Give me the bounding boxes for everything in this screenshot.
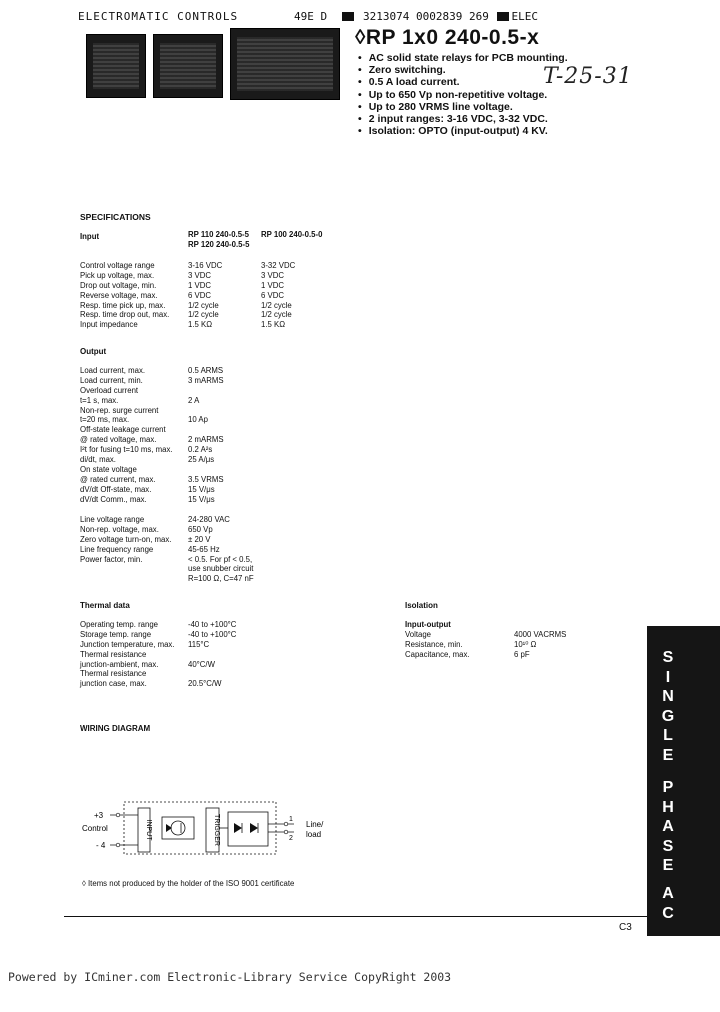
spec-value: < 0.5. For pf < 0.5, bbox=[188, 554, 253, 564]
footer-credit: Powered by ICminer.com Electronic-Library Service CopyRight 2003 bbox=[8, 970, 452, 984]
spec-row bbox=[80, 455, 340, 465]
load-label: load bbox=[306, 830, 322, 839]
spec-label: Resistance, min. bbox=[405, 639, 463, 649]
sidebar-letter: S bbox=[662, 649, 674, 666]
spec-label: On state voltage bbox=[80, 464, 137, 474]
spec-row bbox=[80, 445, 340, 455]
sidebar-word-ac bbox=[647, 884, 689, 923]
sidebar-letter: P bbox=[662, 779, 674, 796]
sidebar-word-single bbox=[647, 648, 689, 765]
spec-row bbox=[80, 564, 340, 574]
spec-row bbox=[80, 545, 340, 555]
spec-value: 45-65 Hz bbox=[188, 544, 220, 554]
sidebar-letter: H bbox=[662, 798, 674, 816]
spec-value: 1.5 KΩ bbox=[188, 320, 213, 330]
spec-row bbox=[80, 271, 340, 281]
sidebar-letter: S bbox=[662, 837, 674, 855]
spec-row bbox=[80, 310, 340, 320]
spec-value: 15 V/μs bbox=[188, 484, 215, 494]
sidebar-word-phase bbox=[647, 778, 689, 876]
page-rule bbox=[64, 916, 647, 917]
feature-item: • Up to 280 VRMS line voltage. bbox=[358, 101, 568, 113]
spec-row bbox=[80, 660, 340, 670]
minus-terminal: - 4 bbox=[96, 841, 106, 850]
line-terminal-1: 1 bbox=[289, 816, 293, 823]
spec-label: dV/dt Off-state, max. bbox=[80, 484, 152, 494]
isolation-label: Isolation bbox=[405, 601, 438, 610]
spec-row bbox=[80, 301, 340, 311]
feature-item: • Isolation: OPTO (input-output) 4 KV. bbox=[358, 125, 568, 137]
spec-value: use snubber circuit bbox=[188, 564, 254, 574]
spec-label: Thermal resistance bbox=[80, 669, 147, 679]
input-col2-header: RP 100 240-0.5-0 bbox=[261, 230, 323, 239]
feature-item: • AC solid state relays for PCB mounting. bbox=[358, 52, 568, 64]
spec-label: @ rated voltage, max. bbox=[80, 435, 157, 445]
spec-row bbox=[80, 515, 340, 525]
spec-label: Reverse voltage, max. bbox=[80, 290, 158, 300]
sidebar-letter: C bbox=[662, 904, 674, 922]
spec-label: Line frequency range bbox=[80, 544, 154, 554]
spec-value: 3 VDC bbox=[261, 270, 284, 280]
code-prefix: 49E D bbox=[294, 10, 328, 23]
isolation-table bbox=[405, 630, 605, 660]
feature-list bbox=[358, 52, 568, 137]
line-terminal-2: 2 bbox=[289, 835, 293, 842]
spec-label: Control voltage range bbox=[80, 261, 155, 270]
spec-row bbox=[80, 320, 340, 330]
isolation-subheading: Input-output bbox=[405, 620, 451, 629]
input-block-label: INPUT bbox=[145, 819, 152, 841]
spec-value: 0.5 ARMS bbox=[188, 366, 224, 375]
plus-terminal: +3 bbox=[94, 811, 104, 820]
spec-value: 10¹⁰ Ω bbox=[514, 639, 537, 649]
sidebar-letter: A bbox=[662, 885, 674, 902]
product-title: ◊RP 1x0 240-0.5-x bbox=[355, 26, 540, 49]
wiring-diagram bbox=[80, 800, 340, 862]
spec-row bbox=[405, 650, 605, 660]
output-label: Output bbox=[80, 347, 107, 356]
spec-value: 1.5 KΩ bbox=[261, 320, 286, 330]
output-table-2 bbox=[80, 515, 340, 584]
input-table bbox=[80, 261, 340, 330]
spec-row bbox=[405, 630, 605, 640]
spec-value: 1/2 cycle bbox=[188, 310, 219, 320]
spec-value: 3.5 VRMS bbox=[188, 474, 224, 484]
feature-item: • 0.5 A load current. bbox=[358, 76, 568, 88]
spec-value: 3 VDC bbox=[188, 270, 211, 280]
handwritten-note: T-25-31 bbox=[543, 64, 633, 89]
spec-value: 1/2 cycle bbox=[261, 300, 292, 310]
feature-item: • Up to 650 Vp non-repetitive voltage. bbox=[358, 89, 568, 101]
spec-value: 1/2 cycle bbox=[261, 310, 292, 320]
spec-value: 24-280 VAC bbox=[188, 515, 230, 524]
spec-value: 3-32 VDC bbox=[261, 261, 296, 270]
spec-value: ± 20 V bbox=[188, 534, 211, 544]
sidebar-letter: G bbox=[661, 707, 675, 725]
spec-row bbox=[80, 640, 340, 650]
spec-row bbox=[80, 386, 340, 396]
spec-row bbox=[80, 291, 340, 301]
spec-row bbox=[80, 261, 340, 271]
spec-row bbox=[80, 555, 340, 565]
spec-row bbox=[80, 281, 340, 291]
spec-value: 40°C/W bbox=[188, 659, 215, 669]
spec-label: dV/dt Comm., max. bbox=[80, 494, 147, 504]
spec-row bbox=[80, 679, 340, 689]
spec-row bbox=[80, 415, 340, 425]
spec-row bbox=[80, 620, 340, 630]
spec-label: junction case, max. bbox=[80, 679, 147, 689]
sidebar-letter: E bbox=[662, 857, 674, 874]
spec-row bbox=[80, 465, 340, 475]
spec-label: Capacitance, max. bbox=[405, 649, 470, 659]
document-code bbox=[294, 10, 538, 23]
spec-row bbox=[80, 475, 340, 485]
spec-value: 6 pF bbox=[514, 649, 530, 659]
spec-value: 6 VDC bbox=[261, 290, 284, 300]
spec-value: 650 Vp bbox=[188, 524, 213, 534]
black-mark bbox=[342, 12, 354, 21]
feature-item: • 2 input ranges: 3-16 VDC, 3-32 VDC. bbox=[358, 113, 568, 125]
control-label: Control bbox=[82, 824, 108, 833]
sidebar-letter: I bbox=[665, 668, 671, 686]
output-table bbox=[80, 366, 340, 504]
spec-value: 25 A/μs bbox=[188, 455, 215, 465]
product-photo-medium bbox=[153, 34, 223, 98]
spec-value: 1 VDC bbox=[261, 280, 284, 290]
spec-value: 15 V/μs bbox=[188, 494, 215, 504]
page-number: C3 bbox=[619, 922, 632, 933]
line-label: Line/ bbox=[306, 820, 324, 829]
spec-row bbox=[80, 366, 340, 376]
spec-value: -40 to +100°C bbox=[188, 620, 237, 629]
spec-label: I²t for fusing t=10 ms, max. bbox=[80, 445, 173, 455]
sidebar-letter: L bbox=[663, 727, 673, 744]
spec-value: 3 mARMS bbox=[188, 375, 224, 385]
trigger-block-label: TRIGGER bbox=[213, 814, 220, 846]
spec-row bbox=[80, 425, 340, 435]
spec-label: Non-rep. voltage, max. bbox=[80, 524, 159, 534]
spec-label: Operating temp. range bbox=[80, 620, 159, 629]
product-photo-large bbox=[230, 28, 340, 100]
spec-label: Resp. time drop out, max. bbox=[80, 310, 170, 320]
spec-label: Line voltage range bbox=[80, 515, 145, 524]
spec-label: Input impedance bbox=[80, 320, 138, 330]
spec-row bbox=[80, 525, 340, 535]
spec-row bbox=[80, 485, 340, 495]
spec-label: t=20 ms, max. bbox=[80, 415, 130, 425]
col1-header-line: RP 110 240-0.5-5 bbox=[188, 230, 249, 239]
footnote: ◊ Items not produced by the holder of the ISO 9001 certificate bbox=[82, 879, 295, 888]
company-name: ELECTROMATIC CONTROLS bbox=[78, 10, 239, 23]
spec-label: Thermal resistance bbox=[80, 649, 147, 659]
spec-row bbox=[80, 630, 340, 640]
spec-label: Zero voltage turn-on, max. bbox=[80, 534, 172, 544]
spec-row bbox=[80, 376, 340, 386]
spec-value: 1 VDC bbox=[188, 280, 211, 290]
spec-row bbox=[80, 406, 340, 416]
spec-row bbox=[80, 669, 340, 679]
spec-value: 10 Ap bbox=[188, 415, 208, 425]
spec-label: Off-state leakage current bbox=[80, 425, 166, 435]
product-photo-small bbox=[86, 34, 146, 98]
spec-label: Voltage bbox=[405, 630, 432, 639]
spec-value: 2 mARMS bbox=[188, 435, 224, 445]
spec-value: 2 A bbox=[188, 395, 200, 405]
spec-value: R=100 Ω, C=47 nF bbox=[188, 574, 254, 584]
code-suffix: ELEC bbox=[511, 10, 538, 23]
spec-label: Power factor, min. bbox=[80, 554, 143, 564]
spec-label: Pick up voltage, max. bbox=[80, 270, 155, 280]
spec-value: 20.5°C/W bbox=[188, 679, 222, 689]
sidebar-letter: A bbox=[662, 818, 674, 835]
spec-label: Load current, min. bbox=[80, 375, 143, 385]
spec-label: @ rated current, max. bbox=[80, 474, 156, 484]
spec-row bbox=[80, 535, 340, 545]
feature-item: • Zero switching. bbox=[358, 64, 568, 76]
spec-value: 0.2 A²s bbox=[188, 445, 213, 455]
sidebar-letter: N bbox=[662, 688, 674, 705]
black-mark bbox=[497, 12, 509, 21]
spec-label: t=1 s, max. bbox=[80, 395, 119, 405]
spec-label: Non-rep. surge current bbox=[80, 405, 159, 415]
spec-value: -40 to +100°C bbox=[188, 629, 237, 639]
wiring-schematic bbox=[80, 800, 340, 862]
thermal-table bbox=[80, 620, 340, 689]
spec-label: junction-ambient, max. bbox=[80, 659, 159, 669]
category-sidebar bbox=[647, 626, 720, 936]
spec-label: di/dt, max. bbox=[80, 455, 116, 465]
spec-label: Drop out voltage, min. bbox=[80, 280, 157, 290]
spec-label: Resp. time pick up, max. bbox=[80, 300, 166, 310]
spec-row bbox=[405, 640, 605, 650]
spec-label: Storage temp. range bbox=[80, 629, 152, 639]
specifications-heading: SPECIFICATIONS bbox=[80, 212, 151, 222]
wiring-heading: WIRING DIAGRAM bbox=[80, 724, 151, 733]
spec-label: Load current, max. bbox=[80, 366, 146, 375]
spec-row bbox=[80, 396, 340, 406]
spec-value: 4000 VACRMS bbox=[514, 630, 567, 639]
spec-row bbox=[80, 650, 340, 660]
spec-row bbox=[80, 435, 340, 445]
spec-label: Junction temperature, max. bbox=[80, 639, 175, 649]
input-col1-header bbox=[188, 230, 249, 250]
spec-label: Overload current bbox=[80, 385, 139, 395]
spec-value: 115°C bbox=[188, 639, 210, 649]
sidebar-letter: E bbox=[662, 746, 674, 764]
spec-value: 1/2 cycle bbox=[188, 300, 219, 310]
spec-value: 6 VDC bbox=[188, 290, 211, 300]
spec-value: 3-16 VDC bbox=[188, 261, 223, 270]
input-label: Input bbox=[80, 232, 100, 241]
col1-header-line: RP 120 240-0.5-5 bbox=[188, 239, 250, 249]
spec-row bbox=[80, 495, 340, 505]
code-number: 3213074 0002839 269 bbox=[363, 10, 489, 23]
spec-row bbox=[80, 574, 340, 584]
thermal-label: Thermal data bbox=[80, 601, 130, 610]
